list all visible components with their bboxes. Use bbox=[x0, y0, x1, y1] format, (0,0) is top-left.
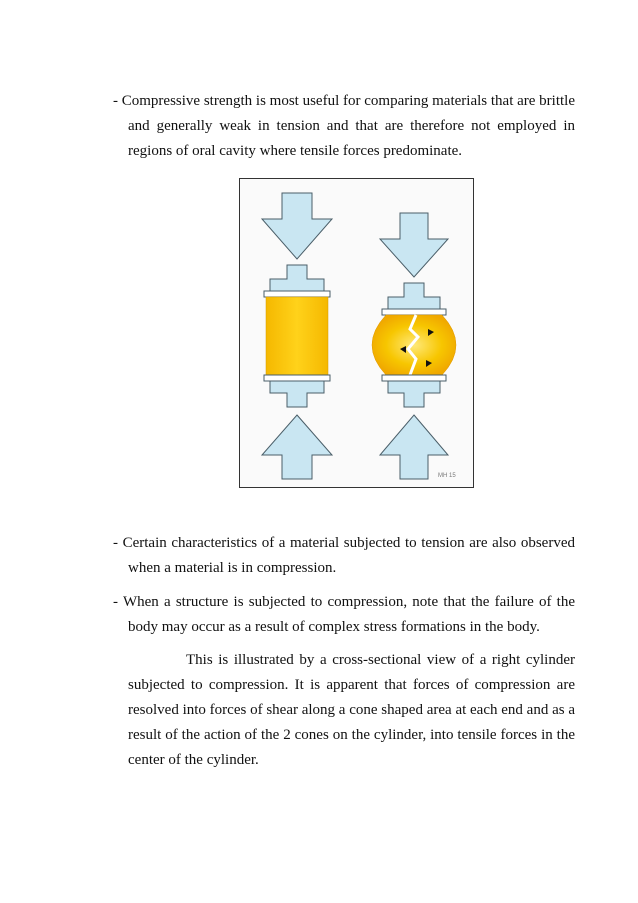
right-top-arrow-icon bbox=[380, 213, 448, 277]
paragraph-compression-failure: - When a structure is subjected to compression, note that the failure of the body may occur as a result of complex stress formations in the body. bbox=[113, 594, 575, 635]
left-bottom-arrow-icon bbox=[262, 415, 332, 479]
right-specimen-group bbox=[372, 213, 456, 479]
left-cylinder bbox=[266, 297, 328, 375]
paragraph-tension-characteristics: - Certain characteristics of a material subjected to tension are also observed when a material is in compression. bbox=[113, 535, 575, 576]
left-top-plate bbox=[264, 291, 330, 297]
left-bottom-plate bbox=[264, 375, 330, 381]
artist-signature: MH 15 bbox=[438, 473, 456, 479]
paragraph-cylinder-illustration: This is illustrated by a cross-sectional view of a right cylinder subjected to compression. It is apparent that forces of compression are resolved into forces of shear along a cone shaped area at each end and as a result of the action of the 2 cones on the cylinder, into tensile forces in the center of the cylinder. bbox=[128, 652, 575, 768]
right-bottom-plate bbox=[382, 375, 446, 381]
compression-figure bbox=[239, 178, 474, 488]
left-top-platen-icon bbox=[270, 265, 324, 291]
compression-diagram bbox=[240, 179, 473, 487]
right-top-plate bbox=[382, 309, 446, 315]
right-bottom-platen-icon bbox=[388, 381, 440, 407]
left-top-arrow-icon bbox=[262, 193, 332, 259]
right-top-platen-icon bbox=[388, 283, 440, 309]
right-bottom-arrow-icon bbox=[380, 415, 448, 479]
paragraph-compressive-strength: - Compressive strength is most useful for comparing materials that are brittle and generally weak in tension and that are therefore not employed in regions of oral cavity where tensile forces predominate. bbox=[113, 93, 575, 159]
left-bottom-platen-icon bbox=[270, 381, 324, 407]
left-specimen-group bbox=[262, 193, 332, 479]
